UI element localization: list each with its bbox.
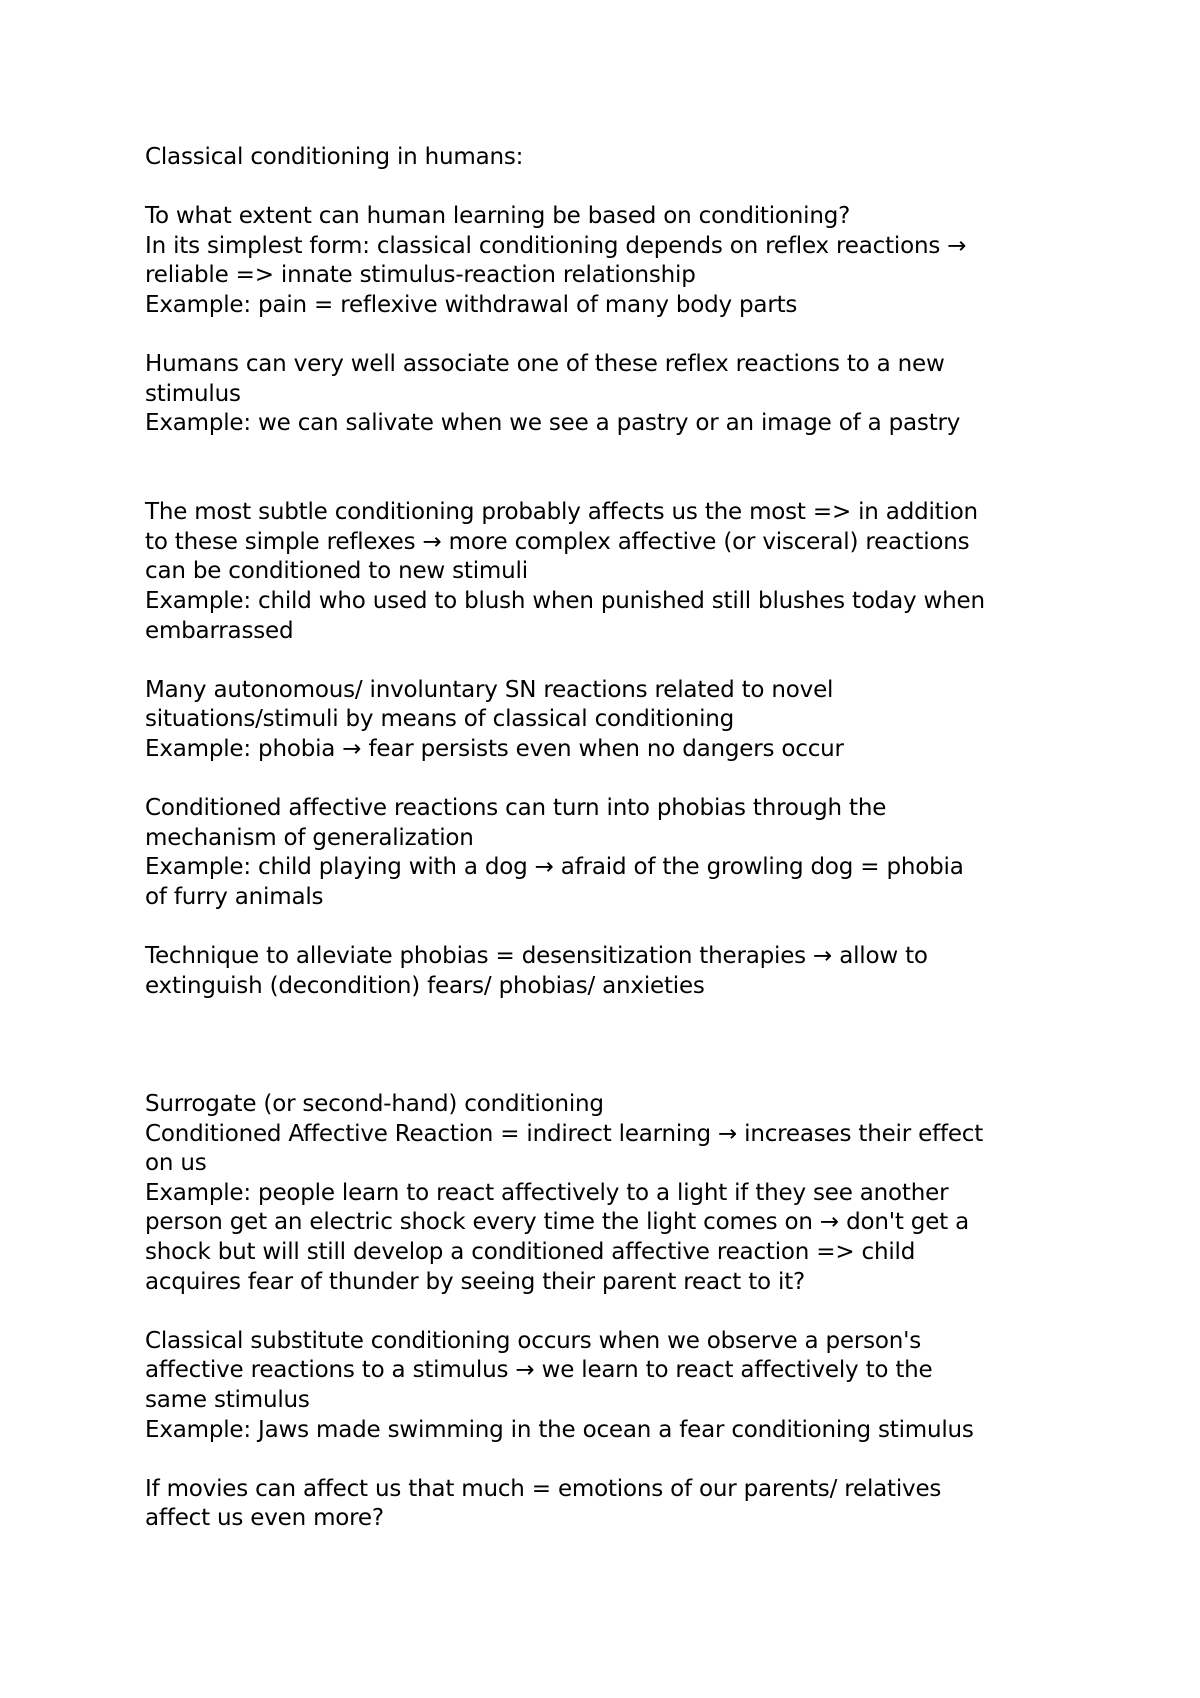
text-line: shock but will still develop a conditioned affective reaction => child bbox=[145, 1238, 916, 1265]
text-line: situations/stimuli by means of classical conditioning bbox=[145, 706, 735, 733]
text-line: Classical substitute conditioning occurs when we observe a person's bbox=[145, 1327, 922, 1354]
text-line: To what extent can human learning be based on conditioning? bbox=[145, 203, 851, 230]
blank-line bbox=[145, 912, 1065, 942]
text-line: Example: child who used to blush when punished still blushes today when bbox=[145, 587, 985, 614]
text-line: Example: Jaws made swimming in the ocean a fear conditioning stimulus bbox=[145, 1416, 974, 1443]
blank-line bbox=[145, 764, 1065, 794]
text-line: In its simplest form: classical conditioning depends on reflex reactions → bbox=[145, 232, 967, 259]
text-line: If movies can affect us that much = emotions of our parents/ relatives bbox=[145, 1475, 942, 1502]
text-line: stimulus bbox=[145, 380, 241, 407]
text-line: Example: we can salivate when we see a pastry or an image of a pastry bbox=[145, 410, 961, 437]
text-line: Example: people learn to react affectively to a light if they see another bbox=[145, 1179, 949, 1206]
text-line: Technique to alleviate phobias = desensitization therapies → allow to bbox=[145, 943, 928, 970]
blank-line bbox=[145, 439, 1065, 469]
text-line: Example: pain = reflexive withdrawal of many body parts bbox=[145, 291, 798, 318]
text-line: affective reactions to a stimulus → we learn to react affectively to the bbox=[145, 1357, 933, 1384]
text-line: Example: child playing with a dog → afraid of the growling dog = phobia bbox=[145, 854, 964, 881]
text-line: on us bbox=[145, 1150, 207, 1177]
blank-line bbox=[145, 173, 1065, 203]
text-line: embarrassed bbox=[145, 617, 294, 644]
blank-line bbox=[145, 1001, 1065, 1031]
text-line: extinguish (decondition) fears/ phobias/ anxieties bbox=[145, 972, 705, 999]
text-line: mechanism of generalization bbox=[145, 824, 474, 851]
blank-line bbox=[145, 646, 1065, 676]
text-line: person get an electric shock every time the light comes on → don't get a bbox=[145, 1209, 969, 1236]
text-line: of furry animals bbox=[145, 883, 324, 910]
text-line: Many autonomous/ involuntary SN reactions related to novel bbox=[145, 676, 834, 703]
blank-line bbox=[145, 1297, 1065, 1327]
heading-classical-conditioning: Classical conditioning in humans: bbox=[145, 144, 524, 170]
text-line: Humans can very well associate one of these reflex reactions to a new bbox=[145, 351, 945, 378]
text-line: Conditioned Affective Reaction = indirect learning → increases their effect bbox=[145, 1120, 984, 1147]
heading-surrogate-conditioning: Surrogate (or second-hand) conditioning bbox=[145, 1091, 604, 1117]
blank-line bbox=[145, 469, 1065, 499]
text-line: reliable => innate stimulus-reaction relationship bbox=[145, 262, 696, 289]
text-line: can be conditioned to new stimuli bbox=[145, 558, 528, 585]
blank-line bbox=[145, 1445, 1065, 1475]
blank-line bbox=[145, 1031, 1065, 1061]
text-line: same stimulus bbox=[145, 1386, 310, 1413]
document-body bbox=[145, 143, 1065, 1534]
text-line: The most subtle conditioning probably affects us the most => in addition bbox=[145, 499, 978, 526]
blank-line bbox=[145, 1060, 1065, 1090]
blank-line bbox=[145, 321, 1065, 351]
text-line: acquires fear of thunder by seeing their parent react to it? bbox=[145, 1268, 806, 1295]
text-line: to these simple reflexes → more complex affective (or visceral) reactions bbox=[145, 528, 970, 555]
text-line: Conditioned affective reactions can turn into phobias through the bbox=[145, 795, 887, 822]
text-line: affect us even more? bbox=[145, 1505, 384, 1532]
text-line: Example: phobia → fear persists even when no dangers occur bbox=[145, 735, 844, 762]
